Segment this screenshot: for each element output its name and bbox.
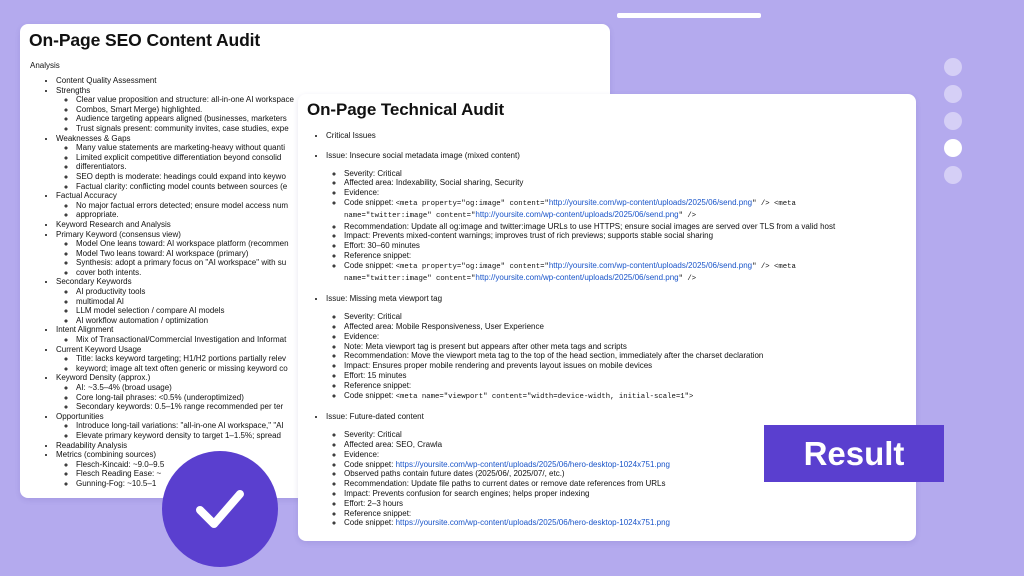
carousel-dot[interactable] [944, 166, 962, 184]
code-fragment: name="twitter:image" content=" [344, 211, 476, 220]
detail-text: Code snippet: [344, 459, 396, 469]
issue-detail [344, 381, 910, 391]
issue-detail [344, 261, 910, 273]
detail-text: Recommendation: Move the viewport meta tag to the top of the head section, immediately after the charset declaration [344, 351, 764, 361]
outline-subitem: ◦ Model Two leans toward: AI workspace (primary) [76, 249, 604, 259]
outline-subitem: ◦ Flesch Reading Ease: ~ [76, 469, 604, 479]
outline-subitem: ◦ cover both intents. [76, 268, 604, 278]
issue-detail [344, 509, 910, 519]
issue-detail [344, 518, 910, 528]
carousel-dot[interactable] [944, 112, 962, 130]
outline-subitem: ◦ Synthesis: adopt a primary focus on "AI workspace" with su [76, 258, 604, 268]
issue-heading: Issue: Missing meta viewport tag [326, 294, 443, 304]
code-fragment: " /> [678, 274, 697, 283]
outline-subitem: ◦ Limited explicit competitive differentiation beyond consolid [76, 153, 604, 163]
outline-item-label: Content Quality Assessment [56, 76, 157, 85]
document-title: On-Page SEO Content Audit [29, 30, 261, 50]
code-fragment: <meta name="viewport" content="width=device-width, initial-scale=1"> [395, 392, 694, 401]
outline-subitem: ◦ Gunning-Fog: ~10.5–1 [76, 479, 604, 489]
issue-detail [344, 251, 910, 261]
issue-detail [344, 241, 910, 251]
detail-text: Code snippet: [344, 518, 396, 528]
issue-detail [344, 169, 910, 179]
carousel-dots [944, 58, 962, 193]
result-label: Result [764, 425, 944, 482]
issue-detail [344, 332, 910, 342]
issue-detail [344, 178, 910, 188]
outline-subitem: ◦ Mix of Transactional/Commercial Investigation and Informat [76, 335, 604, 345]
detail-text: Severity: Critical [344, 168, 402, 178]
detail-text: Effort: 15 minutes [344, 370, 407, 380]
outline-subitem: ◦ Title: lacks keyword targeting; H1/H2 portions partially relev [76, 354, 604, 364]
outline-item-label: Primary Keyword (consensus view) [56, 229, 181, 239]
outline-subitem: ◦ Secondary keywords: 0.5–1% range recommended per ter [76, 402, 604, 412]
outline-item-label: Weaknesses & Gaps [56, 133, 131, 143]
issue-detail [344, 210, 910, 222]
detail-text: Severity: Critical [344, 430, 402, 440]
outline-item-label: Current Keyword Usage [56, 344, 142, 354]
outline-subitem: ◦ AI workflow automation / optimization [76, 316, 604, 326]
issue-detail [344, 499, 910, 509]
outline-subitem: ◦ Combos, Smart Merge) highlighted. [76, 105, 604, 115]
detail-text: Code snippet: [344, 260, 396, 270]
outline-subitem: ◦ LLM model selection / compare AI models [76, 306, 604, 316]
detail-text: Observed paths contain future dates (2025/06/, 2025/07/, etc.) [344, 469, 565, 479]
issue-detail [344, 231, 910, 241]
issue-heading: Critical Issues [326, 131, 376, 140]
issue-item [326, 131, 910, 141]
outline-item-label: Intent Alignment [56, 325, 114, 335]
url-link[interactable]: https://yoursite.com/wp-content/uploads/2025/06/hero-desktop-1024x751.png [395, 518, 670, 528]
outline-subitem: ◦ Core long-tail phrases: <0.5% (underoptimized) [76, 393, 604, 403]
code-fragment: " /> <meta [752, 199, 796, 208]
outline-item-label: Readability Analysis [56, 440, 128, 450]
detail-text: Effort: 30–60 minutes [344, 241, 420, 251]
outline-subitem: ◦ No major factual errors detected; ensure model access num [76, 201, 604, 211]
detail-text: Recommendation: Update all og:image and twitter:image URLs to use HTTPS; ensure social images are served over TLS from a valid host [344, 221, 836, 231]
issue-detail [344, 322, 910, 332]
document-title: On-Page Technical Audit [307, 100, 505, 119]
outline-subitem: ◦ Many value statements are marketing-heavy without quanti [76, 143, 604, 153]
carousel-dot[interactable] [944, 85, 962, 103]
issue-detail [344, 273, 910, 285]
url-link[interactable]: http://yoursite.com/wp-content/uploads/2025/06/send.png [548, 260, 753, 270]
code-fragment: <meta property="og:image" content=" [395, 262, 549, 271]
detail-text: Affected area: Mobile Responsiveness, User Experience [344, 321, 544, 331]
outline-subitem: ◦ Model One leans toward: AI workspace platform (recommen [76, 239, 604, 249]
detail-text: Reference snippet: [344, 508, 412, 518]
outline-subitem: ◦ Introduce long-tail variations: "all-in-one AI workspace," "AI [76, 421, 604, 431]
detail-text: Reference snippet: [344, 250, 412, 260]
issue-detail [344, 391, 910, 403]
issue-detail [344, 312, 910, 322]
outline-subitem: ◦ multimodal AI [76, 297, 604, 307]
issue-heading: Issue: Future-dated content [326, 412, 424, 422]
code-fragment: " /> <meta [752, 262, 796, 271]
outline-item-label: Factual Accuracy [56, 191, 117, 201]
issue-detail [344, 351, 910, 361]
detail-text: Evidence: [344, 188, 380, 198]
url-link[interactable]: http://yoursite.com/wp-content/uploads/2025/06/send.png [475, 272, 679, 282]
outline-subitem: ◦ AI: ~3.5–4% (broad usage) [76, 383, 604, 393]
code-fragment: <meta property="og:image" content=" [395, 199, 549, 208]
issue-detail [344, 489, 910, 499]
detail-text: Affected area: Indexability, Social sharing, Security [344, 178, 524, 188]
issue-detail [344, 371, 910, 381]
outline-item-label: Opportunities [56, 411, 104, 421]
detail-text: Code snippet: [344, 197, 396, 207]
carousel-dot[interactable] [944, 58, 962, 76]
detail-text: Note: Meta viewport tag is present but appears after other meta tags and scripts [344, 341, 627, 351]
outline-item-label: Secondary Keywords [56, 277, 132, 287]
issue-detail [344, 198, 910, 210]
issue-detail [344, 222, 910, 232]
url-link[interactable]: http://yoursite.com/wp-content/uploads/2025/06/send.png [475, 209, 679, 219]
outline-subitem: ◦ Flesch-Kincaid: ~9.0–9.5 [76, 460, 604, 470]
code-fragment: " /> [678, 211, 697, 220]
detail-text: Code snippet: [344, 390, 396, 400]
detail-text: Recommendation: Update file paths to current dates or remove date references from URLs [344, 479, 666, 489]
outline-subitem: ◦ SEO depth is moderate: headings could expand into keywo [76, 172, 604, 182]
url-link[interactable]: https://yoursite.com/wp-content/uploads/2025/06/hero-desktop-1024x751.png [395, 459, 670, 469]
check-badge [162, 451, 278, 567]
outline-item-label: Keyword Density (approx.) [56, 373, 151, 383]
carousel-dot-active[interactable] [944, 139, 962, 157]
check-icon [190, 479, 250, 539]
section-heading: Analysis [30, 61, 60, 70]
detail-text: Affected area: SEO, Crawla [344, 439, 443, 449]
outline-item-label: Keyword Research and Analysis [56, 219, 171, 229]
outline-subitem: ◦ AI productivity tools [76, 287, 604, 297]
detail-text: Severity: Critical [344, 312, 402, 322]
issue-detail [344, 342, 910, 352]
detail-text: Effort: 2–3 hours [344, 498, 403, 508]
issue-detail-list [326, 312, 910, 402]
code-fragment: name="twitter:image" content=" [344, 274, 476, 283]
outline-subitem: ◦ Audience targeting appears aligned (businesses, marketers [76, 114, 604, 124]
outline-subitem: ◦ Clear value proposition and structure: all-in-one AI workspace [76, 95, 604, 105]
outline-subitem: ◦ Factual clarity: conflicting model counts between sources (e [76, 182, 604, 192]
issue-item [326, 294, 910, 402]
url-link[interactable]: http://yoursite.com/wp-content/uploads/2025/06/send.png [548, 197, 753, 207]
outline-item-label: Strengths [56, 85, 91, 95]
issue-detail [344, 361, 910, 371]
outline-item-label: Metrics (combining sources) [56, 450, 157, 460]
detail-text: Impact: Prevents mixed-content warnings; improves trust of rich previews; supports stable social sharing [344, 231, 714, 241]
outline-subitem: ◦ appropriate. [76, 210, 604, 220]
detail-text: Evidence: [344, 331, 380, 341]
detail-text: Impact: Prevents confusion for search engines; helps proper indexing [344, 488, 590, 498]
issue-item [326, 151, 910, 285]
outline-subitem: ◦ keyword; image alt text often generic or missing keyword co [76, 364, 604, 374]
top-accent-bar [617, 13, 761, 18]
outline-subitem: ◦ Trust signals present: community invites, case studies, expe [76, 124, 604, 134]
outline-item [56, 76, 604, 86]
detail-text: Reference snippet: [344, 380, 412, 390]
issue-detail-list [326, 169, 910, 285]
issue-heading: Issue: Insecure social metadata image (mixed content) [326, 150, 520, 160]
outline-subitem: ◦ differentiators. [76, 162, 604, 172]
issue-detail [344, 188, 910, 198]
outline-subitem: ◦ Elevate primary keyword density to target 1–1.5%; spread [76, 431, 604, 441]
detail-text: Impact: Ensures proper mobile rendering and prevents layout issues on mobile devices [344, 361, 653, 371]
detail-text: Evidence: [344, 449, 380, 459]
